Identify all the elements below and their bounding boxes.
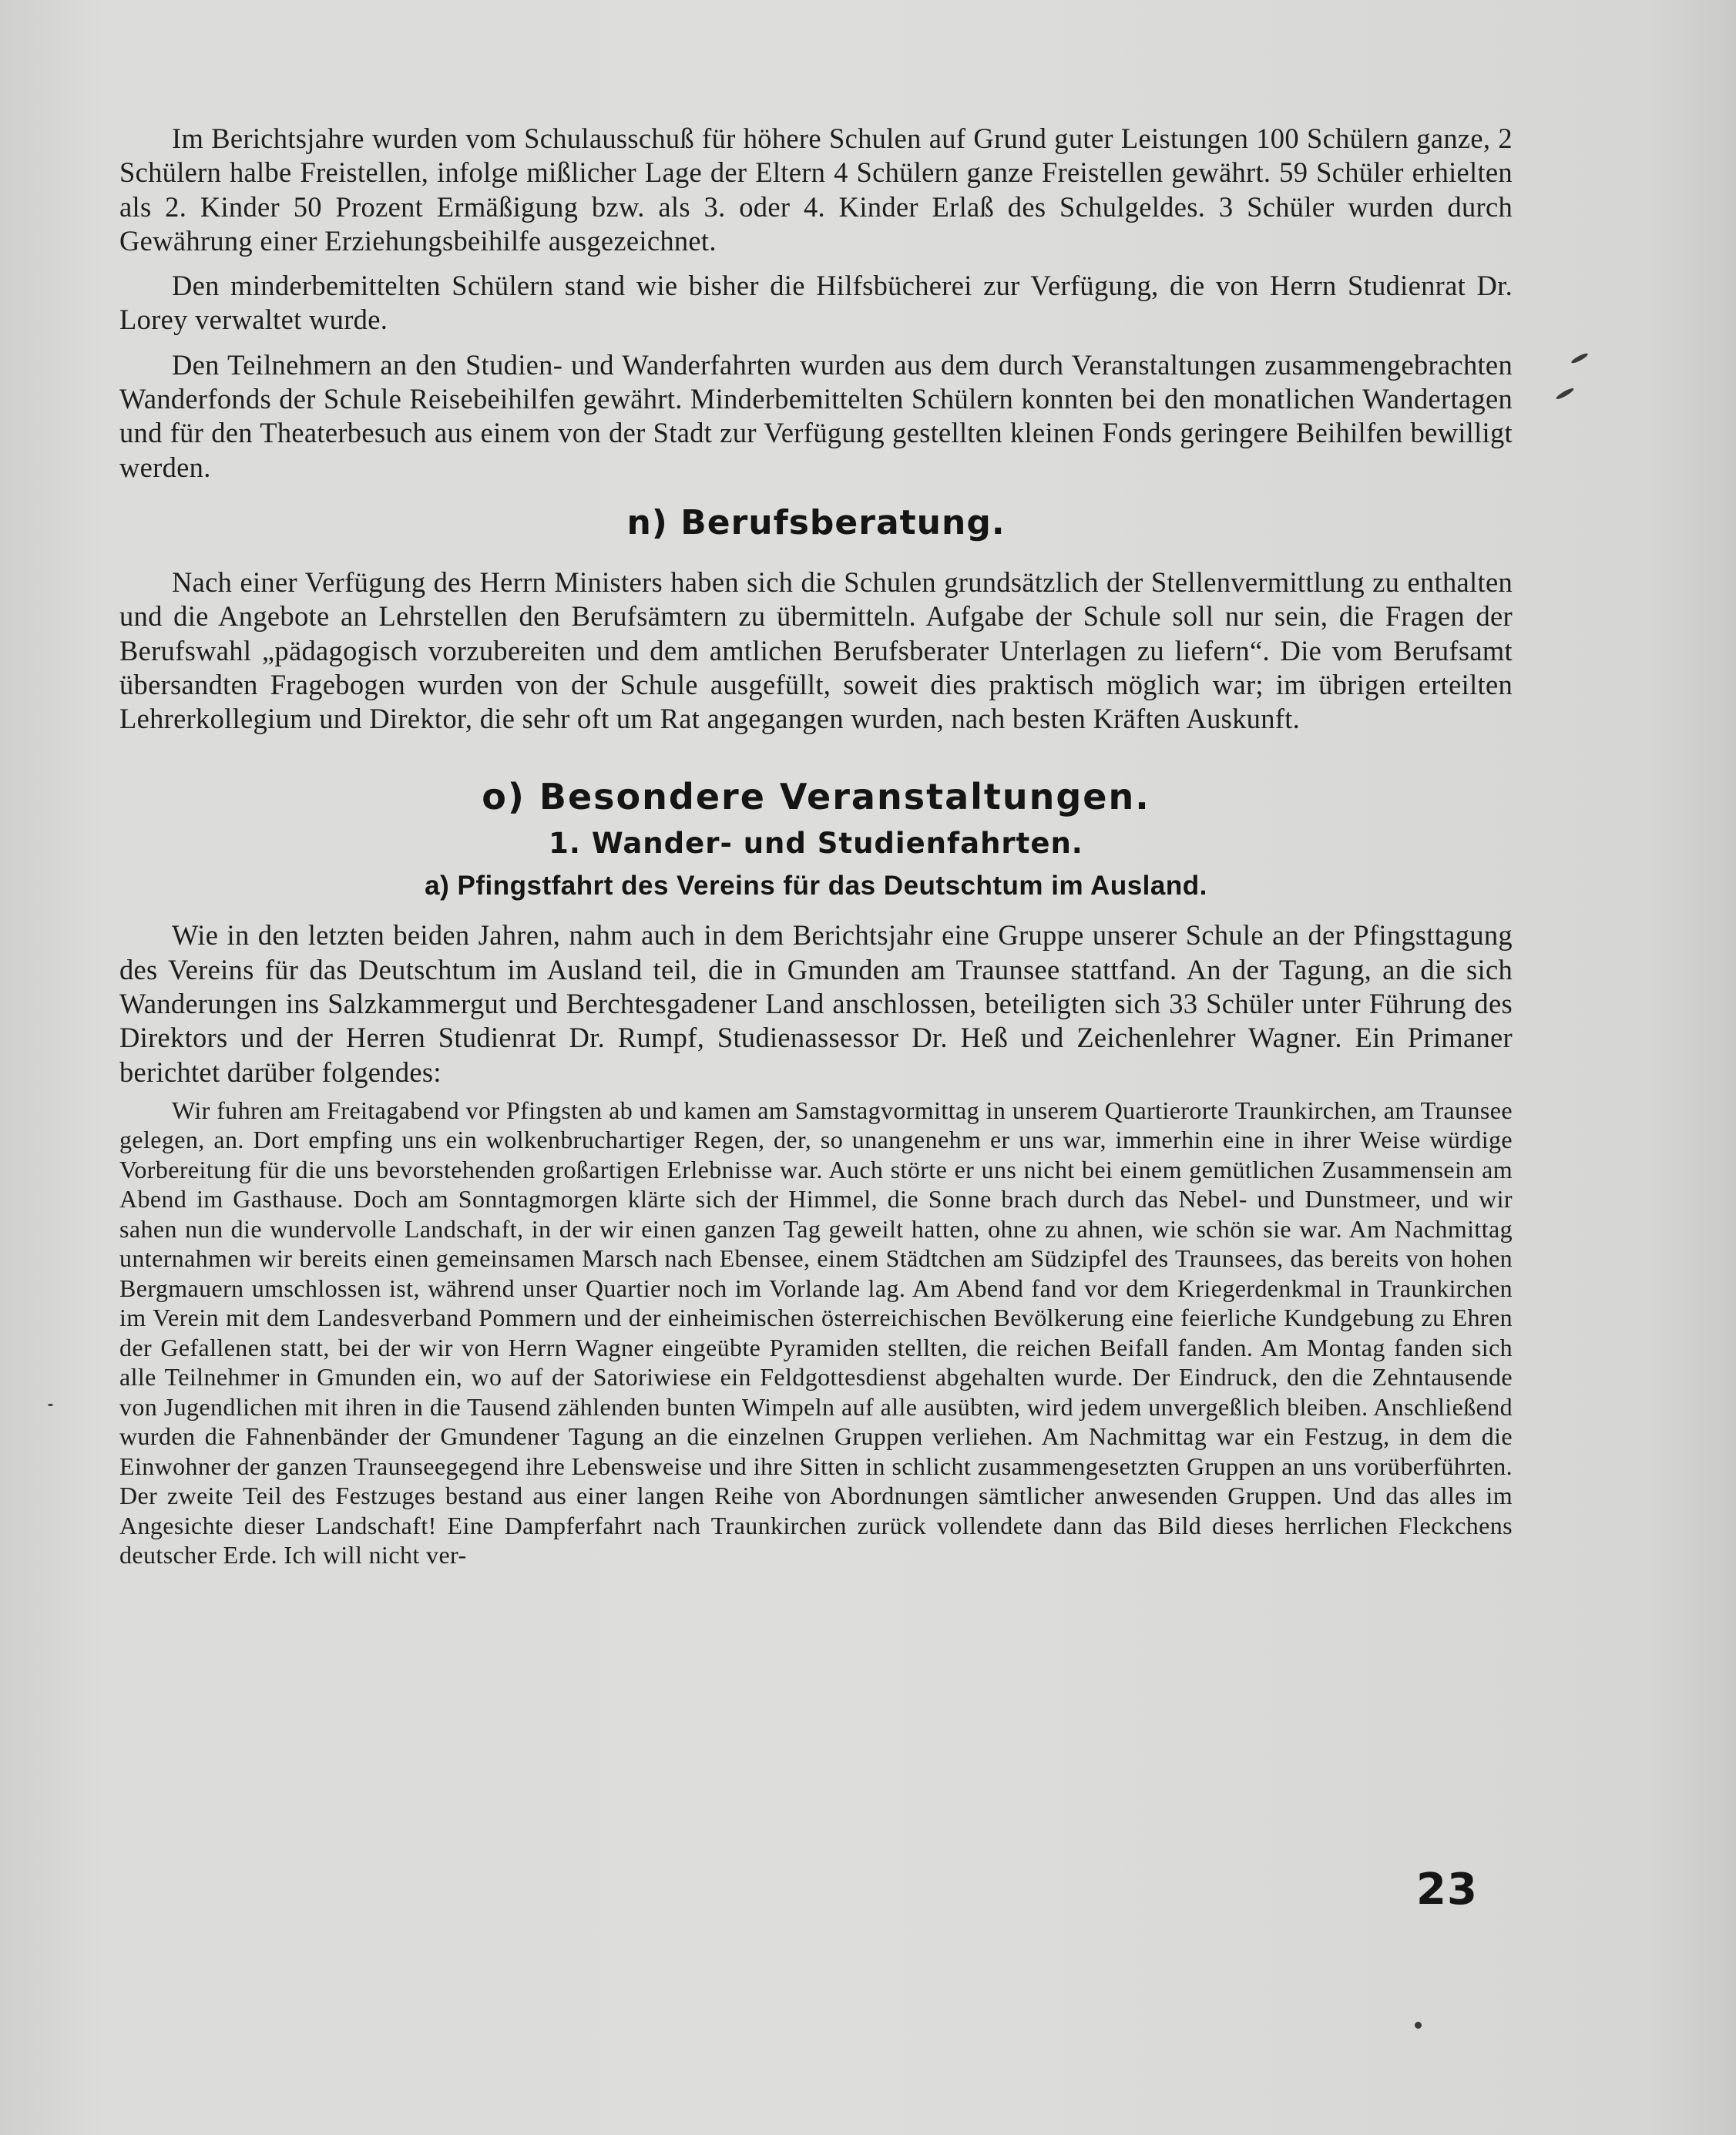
scan-speck bbox=[48, 1404, 53, 1406]
page-number: 23 bbox=[1416, 1865, 1478, 1915]
scan-speck bbox=[1415, 2022, 1422, 2029]
paragraph-pfingstfahrt: Wie in den letzten beiden Jahren, nahm auch in dem Berichtsjahr eine Gruppe unserer Schule an der Pfingsttagung des Vereins für das Deutschtum im Ausland teil, die in Gmunden am Traunsee stattfand. An der Tagung, an die sich Wanderungen ins Salzkammergut und Berchtesgadener Land anschlossen, beteiligten sich 33 Schüler unter Führung des Direktors und der Herren Studienrat Dr. Rumpf, Studienassessor Dr. Heß und Zeichenlehrer Wagner. Ein Primaner berichtet darüber folgendes: bbox=[119, 919, 1513, 1088]
paragraph-hilfsbuecherei: Den minderbemittelten Schülern stand wie bisher die Hilfsbücherei zur Verfügung, die von Herrn Studienrat Dr. Lorey verwaltet wurde. bbox=[119, 270, 1513, 336]
heading-berufsberatung: n) Berufsberatung. bbox=[626, 502, 1006, 542]
page-content bbox=[119, 122, 1513, 1570]
paragraph-berufsberatung: Nach einer Verfügung des Herrn Ministers haben sich die Schulen grundsätzlich der Stellenvermittlung zu enthalten und die Angebote an Lehrstellen den Berufsämtern zu übermitteln. Aufgabe der Schule soll nur sein, die Fragen der Berufswahl „pädagogisch vorzubereiten und dem amtlichen Berufsberater Unterlagen zu liefern“. Die vom Berufsamt übersandten Fragebogen wurden von der Schule ausgefüllt, soweit dies praktisch möglich war; im übrigen erteilten Lehrerkollegium und Direktor, die sehr oft um Rat angegangen wurden, nach besten Kräften Auskunft. bbox=[119, 566, 1513, 735]
heading-besondere-veranstaltungen: o) Besondere Veranstaltungen. bbox=[482, 776, 1150, 818]
heading-pfingstfahrt: a) Pfingstfahrt des Vereins für das Deutschtum im Ausland. bbox=[425, 871, 1207, 901]
paragraph-primaner-bericht: Wir fuhren am Freitagabend vor Pfingsten ab und kamen am Samstagvormittag in unserem Quartierorte Traunkirchen, am Traunsee gelegen, an. Dort empfing uns ein wolkenbruchartiger Regen, der, so unangenehm er uns war, immerhin eine in ihrer Weise würdige Vorbereitung für die uns bevorstehenden großartigen Erlebnisse war. Auch störte er uns nicht bei einem gemütlichen Zusammensein am Abend im Gasthause. Doch am Sonntagmorgen klärte sich der Himmel, die Sonne brach durch das Nebel- und Dunstmeer, und wir sahen nun die wundervolle Landschaft, in der wir einen ganzen Tag geweilt hatten, ohne zu ahnen, wie schön sie war. Am Nachmittag unternahmen wir bereits einen gemeinsamen Marsch nach Ebensee, einem Städtchen am Südzipfel des Traunsees, das bereits von hohen Bergmauern umschlossen ist, während unser Quartier noch im Vorlande lag. Am Abend fand vor dem Kriegerdenkmal in Traunkirchen im Verein mit dem Landesverband Pommern und der einheimischen österreichischen Bevölkerung eine feierliche Kundgebung zu Ehren der Gefallenen statt, bei der wir von Herrn Wagner eingeübte Pyramiden stellten, die reichen Beifall fanden. Am Montag fanden sich alle Teilnehmer in Gmunden ein, wo auf der Satoriwiese ein Feldgottesdienst abgehalten wurde. Der Eindruck, den die Zehntausende von Jugendlichen mit ihren in die Tausend zählenden bunten Wimpeln auf alle ausübten, wird jedem unvergeßlich bleiben. Anschließend wurden die Fahnenbänder der Gmundener Tagung an die einzelnen Gruppen verliehen. Am Nachmittag war ein Festzug, in dem die Einwohner der ganzen Traunseegegend ihre Lebensweise und ihre Sitten in schlicht zusammengesetzten Gruppen an uns vorüberführten. Der zweite Teil des Festzuges bestand aus einer langen Reihe von Abordnungen sämtlicher anwesenden Gruppen. Und das alles im Angesichte dieser Landschaft! Eine Dampferfahrt nach Traunkirchen zurück vollendete dann das Bild dieses herrlichen Fleckchens deutscher Erde. Ich will nicht ver- bbox=[119, 1096, 1513, 1569]
heading-wanderfahrten: 1. Wander- und Studienfahrten. bbox=[549, 827, 1083, 861]
paragraph-reisebeihilfen: Den Teilnehmern an den Studien- und Wanderfahrten wurden aus dem durch Veranstaltungen zusammengebrachten Wanderfonds der Schule Reisebeihilfen gewährt. Minderbemittelten Schülern konnten bei den monatlichen Wandertagen und für den Theaterbesuch aus einem von der Stadt zur Verfügung gestellten kleinen Fonds geringere Beihilfen bewilligt werden. bbox=[119, 348, 1513, 483]
scan-speck bbox=[1570, 352, 1589, 365]
scan-speck bbox=[1555, 387, 1575, 401]
paragraph-freistellen: Im Berichtsjahre wurden vom Schulausschuß für höhere Schulen auf Grund guter Leistungen 100 Schülern ganze, 2 Schülern halbe Freistellen, infolge mißlicher Lage der Eltern 4 Schülern ganze Freistellen gewährt. 59 Schüler erhielten als 2. Kinder 50 Prozent Ermäßigung bzw. als 3. oder 4. Kinder Erlaß des Schulgeldes. 3 Schüler wurden durch Gewährung einer Erziehungsbeihilfe ausgezeichnet. bbox=[119, 123, 1513, 257]
